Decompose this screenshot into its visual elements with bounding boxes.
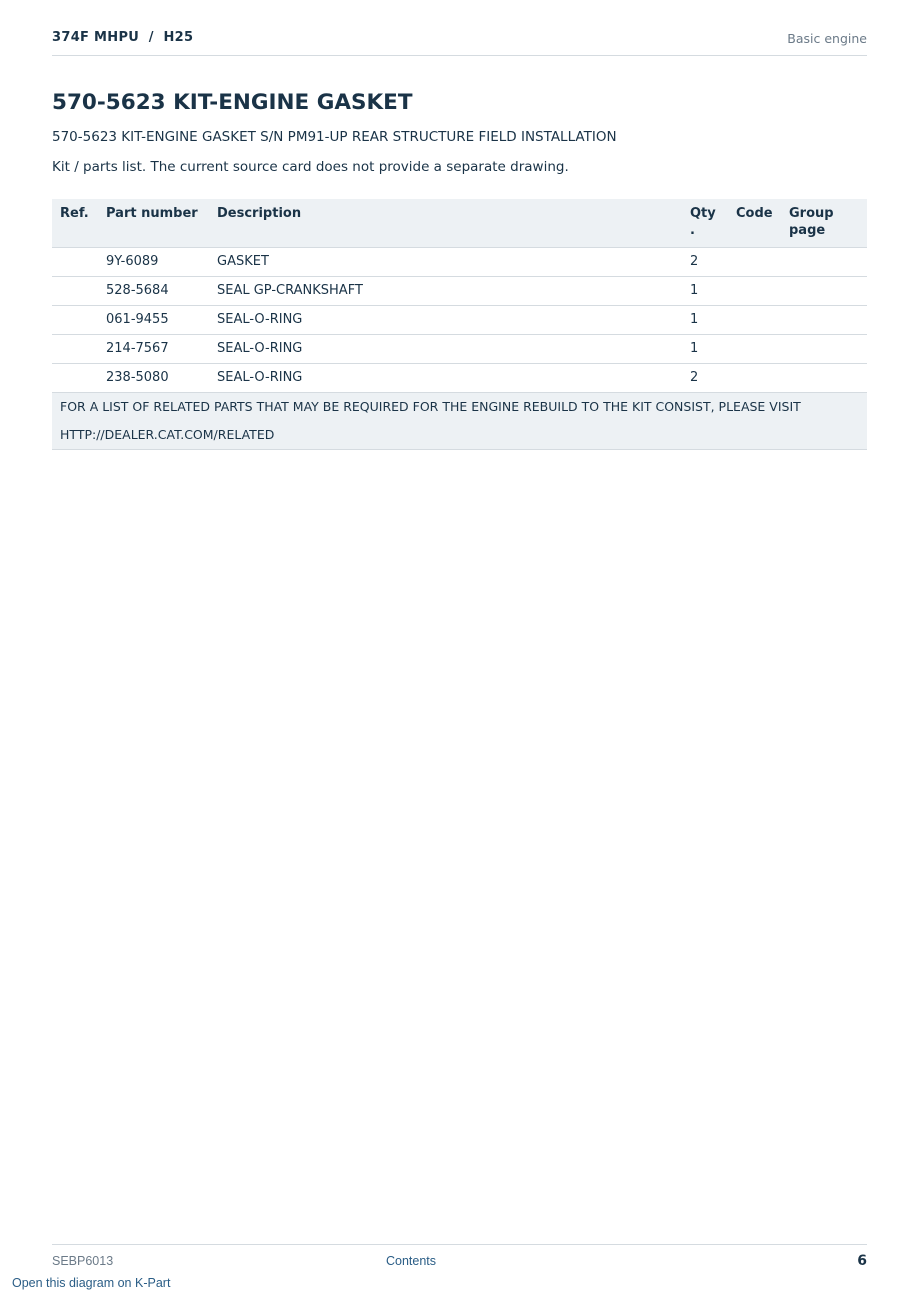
header-part-number: Part number bbox=[98, 199, 209, 248]
cell-ref bbox=[52, 248, 98, 277]
page-title: 570-5623 KIT-ENGINE GASKET bbox=[52, 90, 413, 115]
table-footnote-row bbox=[52, 393, 867, 450]
table-row bbox=[52, 248, 867, 277]
cell-qty: 1 bbox=[682, 277, 728, 306]
document-id: SEBP6013 bbox=[52, 1254, 114, 1268]
header-code: Code bbox=[728, 199, 781, 248]
cell-code bbox=[728, 335, 781, 364]
footnote-url: HTTP://DEALER.CAT.COM/RELATED bbox=[60, 427, 275, 442]
cell-group-page bbox=[781, 248, 867, 277]
model-breadcrumb: 374F MHPU / H25 bbox=[52, 30, 194, 45]
cell-code bbox=[728, 364, 781, 393]
cell-description: SEAL-O-RING bbox=[209, 364, 682, 393]
source-note: Kit / parts list. The current source card does not provide a separate drawing. bbox=[52, 159, 569, 175]
open-on-kpart-link[interactable]: Open this diagram on K-Part bbox=[12, 1276, 171, 1290]
cell-ref bbox=[52, 335, 98, 364]
cell-group-page bbox=[781, 364, 867, 393]
cell-qty: 1 bbox=[682, 306, 728, 335]
header-group-page: Group page bbox=[781, 199, 867, 248]
page-header bbox=[52, 28, 867, 56]
document-page bbox=[52, 0, 867, 1300]
table-footnote bbox=[52, 393, 867, 450]
cell-ref bbox=[52, 364, 98, 393]
table-row bbox=[52, 335, 867, 364]
table-row bbox=[52, 306, 867, 335]
cell-part-number: 061-9455 bbox=[98, 306, 209, 335]
header-ref: Ref. bbox=[52, 199, 98, 248]
cell-qty: 1 bbox=[682, 335, 728, 364]
cell-part-number: 238-5080 bbox=[98, 364, 209, 393]
page-subtitle: 570-5623 KIT-ENGINE GASKET S/N PM91-UP REAR STRUCTURE FIELD INSTALLATION bbox=[52, 129, 617, 145]
table-row bbox=[52, 364, 867, 393]
contents-link[interactable]: Contents bbox=[386, 1254, 437, 1268]
cell-part-number: 528-5684 bbox=[98, 277, 209, 306]
cell-ref bbox=[52, 306, 98, 335]
page-number: 6 bbox=[857, 1253, 867, 1269]
cell-part-number: 9Y-6089 bbox=[98, 248, 209, 277]
cell-group-page bbox=[781, 335, 867, 364]
cell-part-number: 214-7567 bbox=[98, 335, 209, 364]
header-description: Description bbox=[209, 199, 682, 248]
cell-code bbox=[728, 277, 781, 306]
cell-description: SEAL GP-CRANKSHAFT bbox=[209, 277, 682, 306]
cell-description: SEAL-O-RING bbox=[209, 306, 682, 335]
footnote-line: FOR A LIST OF RELATED PARTS THAT MAY BE REQUIRED FOR THE ENGINE REBUILD TO THE KIT CONSIST, PLEASE VISIT bbox=[60, 399, 801, 414]
cell-description: GASKET bbox=[209, 248, 682, 277]
page-footer bbox=[52, 1244, 867, 1275]
cell-group-page bbox=[781, 306, 867, 335]
cell-group-page bbox=[781, 277, 867, 306]
parts-table bbox=[52, 199, 867, 450]
cell-code bbox=[728, 306, 781, 335]
cell-code bbox=[728, 248, 781, 277]
cell-description: SEAL-O-RING bbox=[209, 335, 682, 364]
cell-ref bbox=[52, 277, 98, 306]
table-header-row bbox=[52, 199, 867, 248]
table-row bbox=[52, 277, 867, 306]
header-qty: Qty . bbox=[682, 199, 728, 248]
cell-qty: 2 bbox=[682, 248, 728, 277]
cell-qty: 2 bbox=[682, 364, 728, 393]
section-name: Basic engine bbox=[787, 31, 867, 46]
